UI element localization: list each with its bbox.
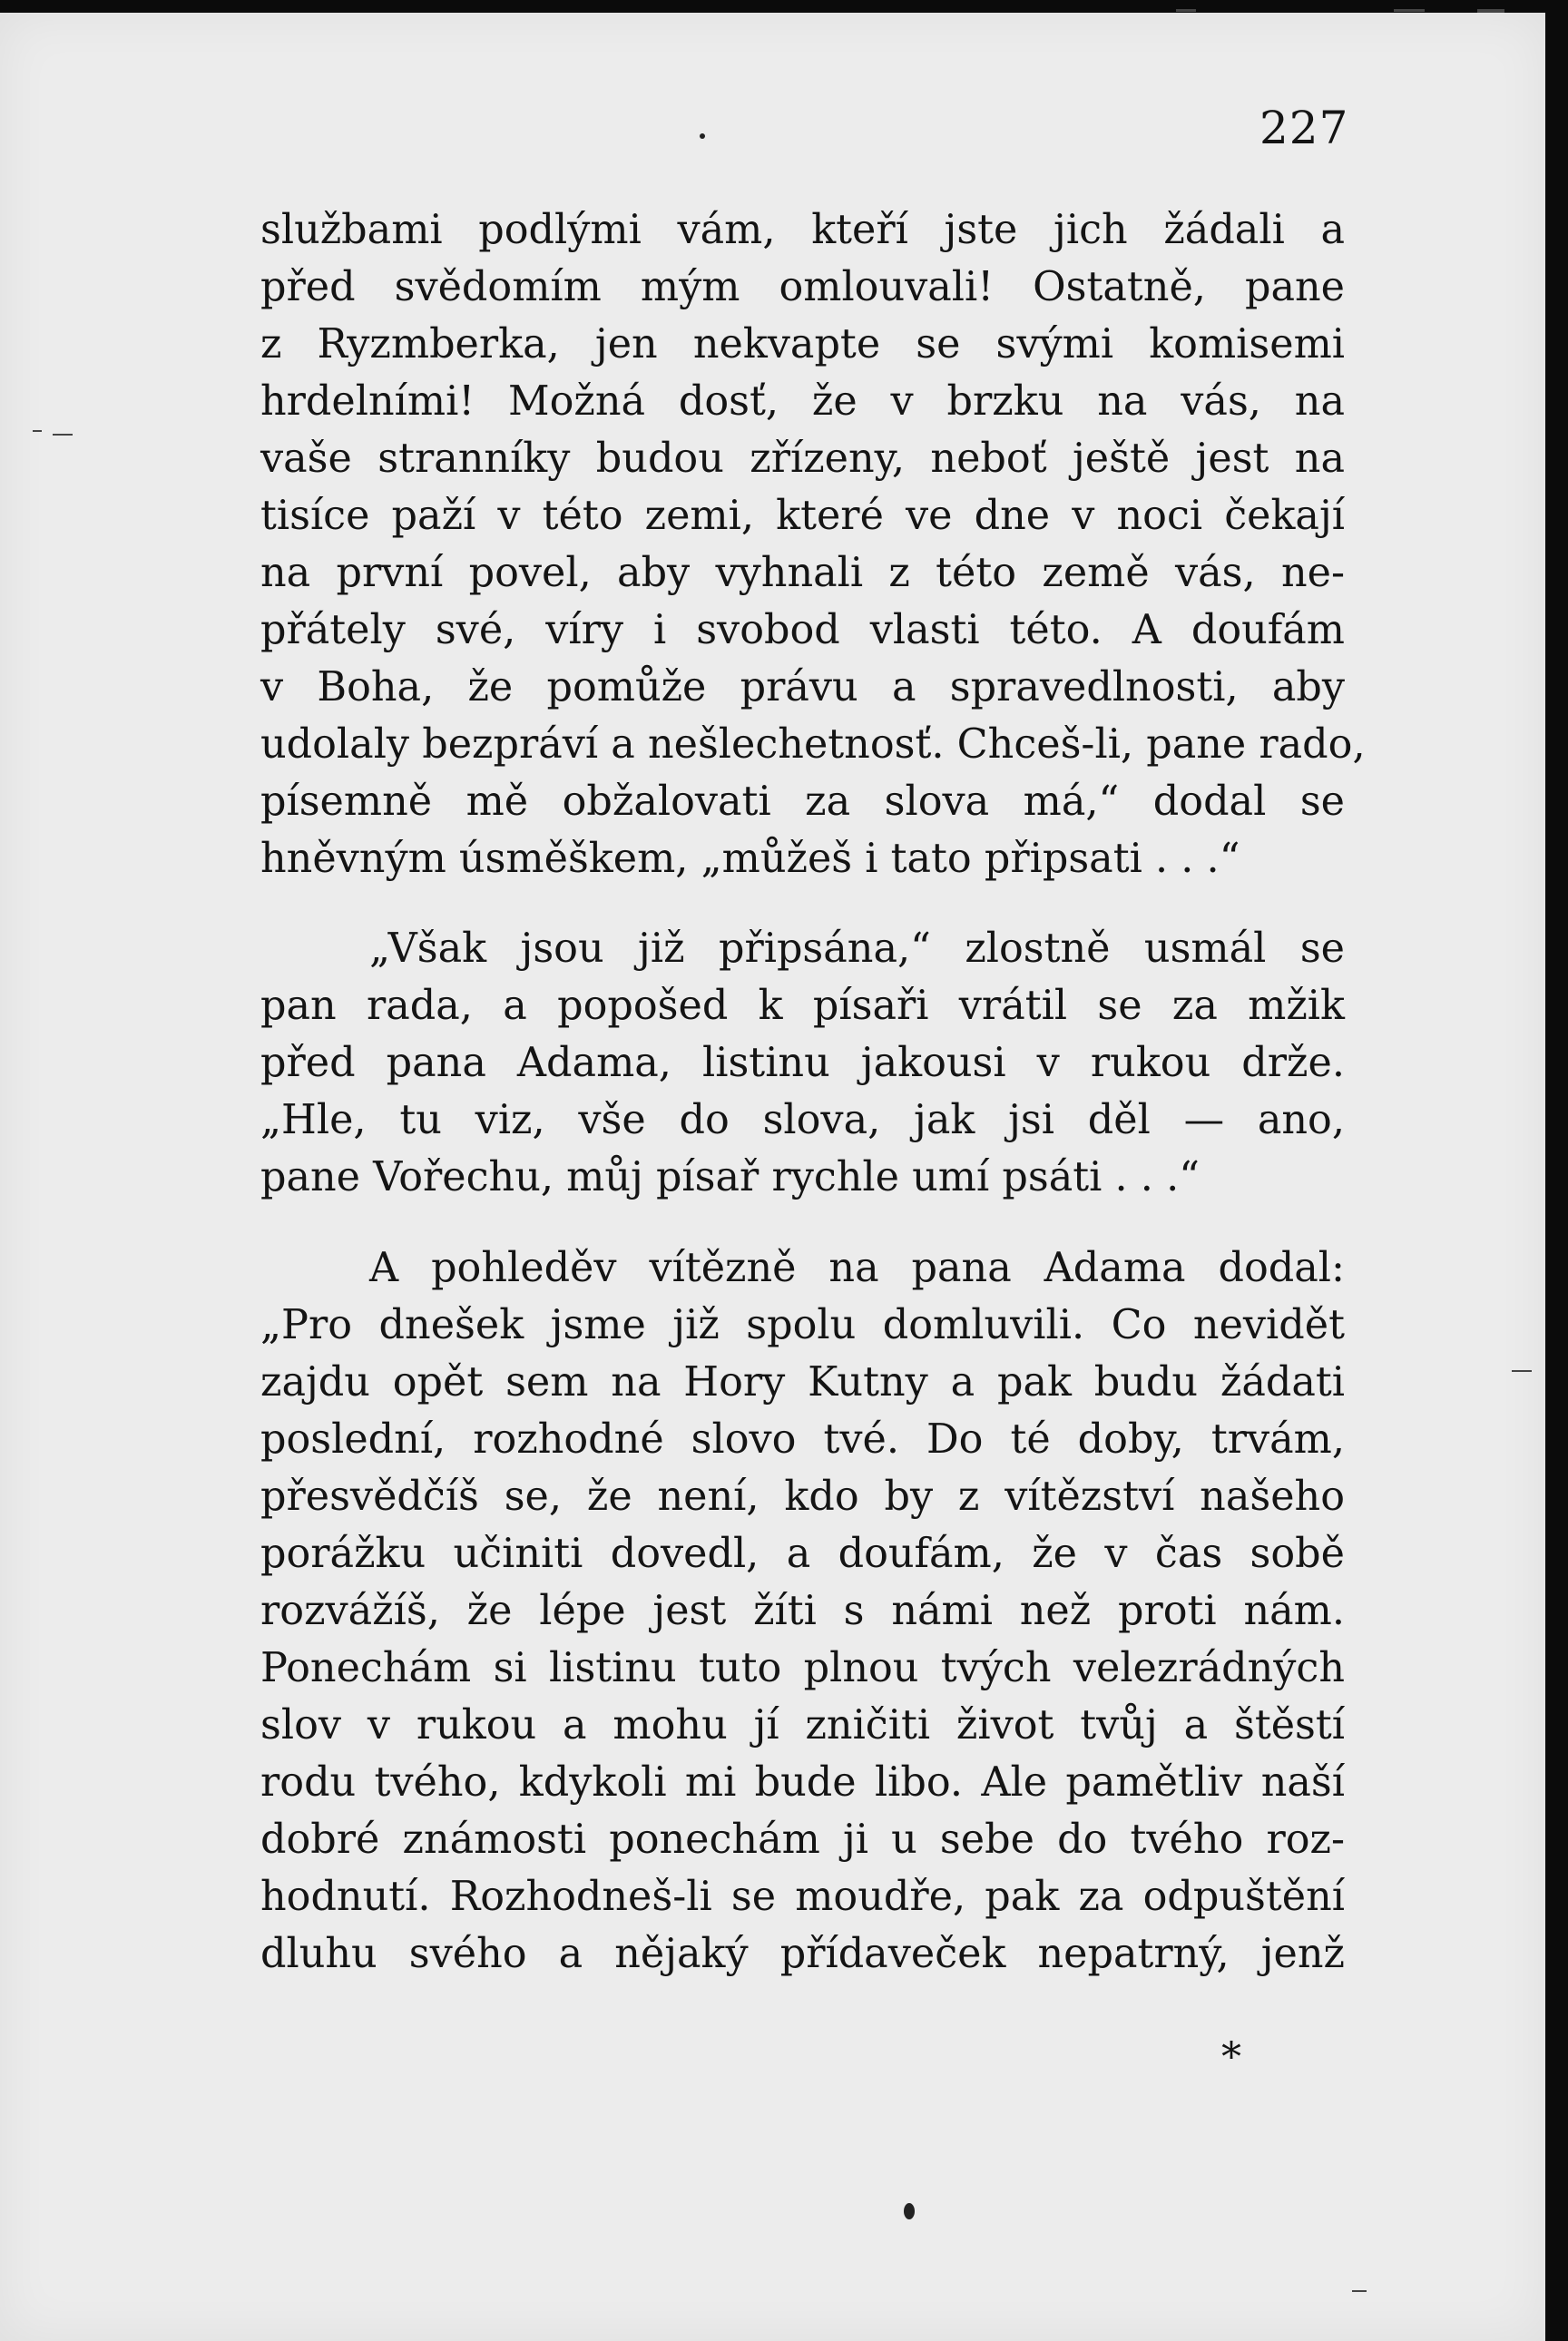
text-line: před svědomím mým omlouvali! Ostatně, pane (260, 264, 1345, 310)
top-speck (1394, 9, 1425, 12)
text-line: zajdu opět sem na Hory Kutny a pak budu žádati (260, 1359, 1345, 1406)
text-line: porážku učiniti dovedl, a doufám, že v čas sobě (260, 1531, 1345, 1577)
text-line: službami podlými vám, kteří jste jich žádali a (260, 207, 1345, 253)
text-line: přátely své, víry i svobod vlasti této. A doufám (260, 607, 1345, 653)
text-line: pan rada, a popošed k písaři vrátil se za mžik (260, 983, 1345, 1029)
ink-blot (904, 2203, 915, 2219)
text-line: hodnutí. Rozhodneš-li se moudře, pak za odpuštění (260, 1874, 1345, 1920)
text-line: „Pro dnešek jsme již spolu domluvili. Co nevidět (260, 1302, 1345, 1348)
text-line: přesvědčíš se, že není, kdo by z vítězství našeho (260, 1474, 1345, 1520)
text-line: vaše stranníky budou zřízeny, neboť ještě jest na (260, 436, 1345, 482)
top-speck (1176, 9, 1196, 12)
paragraph (260, 201, 1366, 887)
text-line: písemně mě obžalovati za slova má,“ dodal se (260, 779, 1345, 825)
text-line: udolaly bezpráví a nešlechetnosť. Chceš-li, pane rado, (260, 721, 1366, 768)
top-speck (1477, 9, 1504, 13)
text-line: „Však jsou již připsána,“ zlostně usmál se (369, 926, 1345, 972)
text-line: slov v rukou a mohu jí zničiti život tvůj a štěstí (260, 1702, 1345, 1748)
text-line: v Boha, že pomůže právu a spravedlnosti, aby (260, 664, 1345, 710)
text-line: A pohleděv vítězně na pana Adama dodal: (369, 1245, 1345, 1291)
text-line: „Hle, tu viz, vše do slova, jak jsi děl — ano, (260, 1097, 1345, 1143)
text-line: tisíce paží v této zemi, které ve dne v noci čekají (260, 493, 1345, 539)
margin-mark (1352, 2290, 1367, 2292)
text-line: hrdelními! Možná dosť, že v brzku na vás, na (260, 378, 1345, 425)
text-line: rozvážíš, že lépe jest žíti s námi než proti nám. (260, 1588, 1345, 1634)
page-number: 227 (1259, 102, 1349, 154)
signature-mark: * (1221, 2034, 1241, 2081)
paragraph (260, 1239, 1345, 1983)
text-line: dluhu svého a nějaký přídaveček nepatrný, jenž (260, 1931, 1345, 1977)
text-line: na první povel, aby vyhnali z této země vás, ne- (260, 550, 1345, 596)
scan-border (1545, 0, 1568, 2341)
body-text (260, 201, 1366, 1983)
text-line: Ponechám si listinu tuto plnou tvých velezrádných (260, 1645, 1345, 1691)
text-line: pane Vořechu, můj písař rychle umí psáti . . .“ (260, 1154, 1200, 1200)
margin-mark (33, 430, 42, 432)
text-line: z Ryzmberka, jen nekvapte se svými komisemi (260, 321, 1345, 367)
text-line: poslední, rozhodné slovo tvé. Do té doby, trvám, (260, 1416, 1345, 1463)
margin-mark (1512, 1370, 1532, 1372)
text-line: před pana Adama, listinu jakousi v rukou drže. (260, 1040, 1345, 1086)
text-line: hněvným úsměškem, „můžeš i tato připsati . . .“ (260, 836, 1240, 882)
text-line: rodu tvého, kdykoli mi bude libo. Ale pamětliv naší (260, 1759, 1345, 1806)
paragraph (260, 920, 1345, 1206)
ink-speck (700, 133, 705, 139)
text-line: dobré známosti ponechám ji u sebe do tvého roz- (260, 1817, 1345, 1863)
margin-mark (53, 434, 73, 436)
